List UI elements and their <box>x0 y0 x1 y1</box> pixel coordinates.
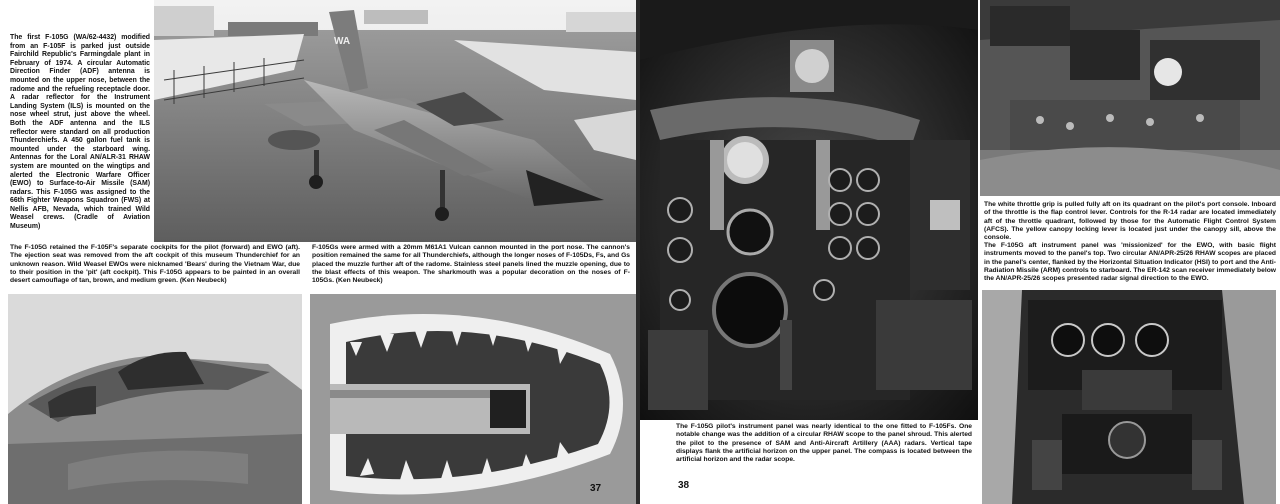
photo-f105g-prototype <box>154 0 636 242</box>
photo-sharkmouth-cannon <box>310 294 636 504</box>
photo-ewo-aft-panel <box>982 290 1276 504</box>
right-page <box>980 0 1280 504</box>
left-page <box>0 0 636 504</box>
caption-throttle: The white throttle grip is pulled fully aft on its quadrant on the pilot's port console. Inboard of the throttle is the flap control lever. Controls for the R-14 radar are located immediately aft of the throttle quadrant, followed by those for the Automatic Flight Control System (AFCS). The yellow canopy locking lever is located just under the canopy sill, above the console. <box>984 201 1276 242</box>
tail-code-text: WA <box>334 36 351 47</box>
photo-pilot-instrument-panel <box>640 0 978 420</box>
caption-instrument-panel: The F-105G pilot's instrument panel was nearly identical to the one fitted to F-105Fs. One notable change was the addition of a circular RHAW scope to the panel shroud. This alerted the pilot to the presence of SAM and Anti-Aircraft Artillery (AAA) radars. Vertical tape displays flank the artificial horizon on the upper panel. The compass is located between the artificial horizon and the radar scope. <box>676 423 972 464</box>
page-number-left: 37 <box>590 483 602 494</box>
caption-aft-panel: The F-105G aft instrument panel was 'missionized' for the EWO, with basic flight instruments moved to the panel's top. Two circular AN/APR-25/26 RHAW scopes are placed in the panel's center, flanked by the Horizontal Situation Indicator (HSI) to port and the Anti-Radiation Missile (ARM) controls to starboard. The ER-142 scan receiver immediately below the AN/APR-25/26 scopes presented radar signal direction to the EWO. <box>984 242 1276 283</box>
caption-cannon: F-105Gs were armed with a 20mm M61A1 Vulcan cannon mounted in the port nose. The cannon's position remained the same for all Thunderchiefs, although the longer noses of F-105Ds, Fs, and Gs placed the muzzle further aft of the radome. Stainless steel panels lined the muzzle opening, due to the blast effects of this weapon. The sharkmouth was a popular decoration on the noses of F-105Gs. (Ken Neubeck) <box>312 244 630 285</box>
photo-tandem-cockpits <box>8 294 302 504</box>
page-number-middle: 38 <box>678 480 690 491</box>
photo-throttle-console <box>980 0 1280 196</box>
middle-page <box>640 0 978 504</box>
caption-prototype: The first F-105G (WA/62-4432) modified from an F-105F is parked just outside Fairchild Republic's Farmingdale plant in February of 1974. A circular Automatic Direction Finder (ADF) antenna is mounted on the upper nose, between the radome and the refueling receptacle door. A radar reflector for the Instrument Landing System (ILS) is mounted on the nose wheel strut, just above the wheel. Both the ADF antenna and the ILS reflector were standard on all production Thunderchiefs. A 450 gallon fuel tank is mounted under the starboard wing. Antennas for the Loral AN/ALR-31 RHAW system are mounted on the wingtips and alerted the Electronic Warfare Officer (EWO) to Surface-to-Air Missile (SAM) radars. This F-105G was assigned to the 66th Fighter Weapons Squadron (FWS) at Nellis AFB, Nevada, which trained Wild Weasel crews. (Cradle of Aviation Museum) <box>10 34 150 231</box>
caption-cockpits: The F-105G retained the F-105F's separate cockpits for the pilot (forward) and EWO (aft). The ejection seat was removed from the aft cockpit of this museum Thunderchief for an unknown reason. Wild Weasel EWOs were nicknamed 'Bears' during the Vietnam War, due to their position in the 'pit' (aft cockpit). This F-105G appears to be painted in an overall desert camouflage of tan, brown, and medium green. (Ken Neubeck) <box>10 244 300 285</box>
